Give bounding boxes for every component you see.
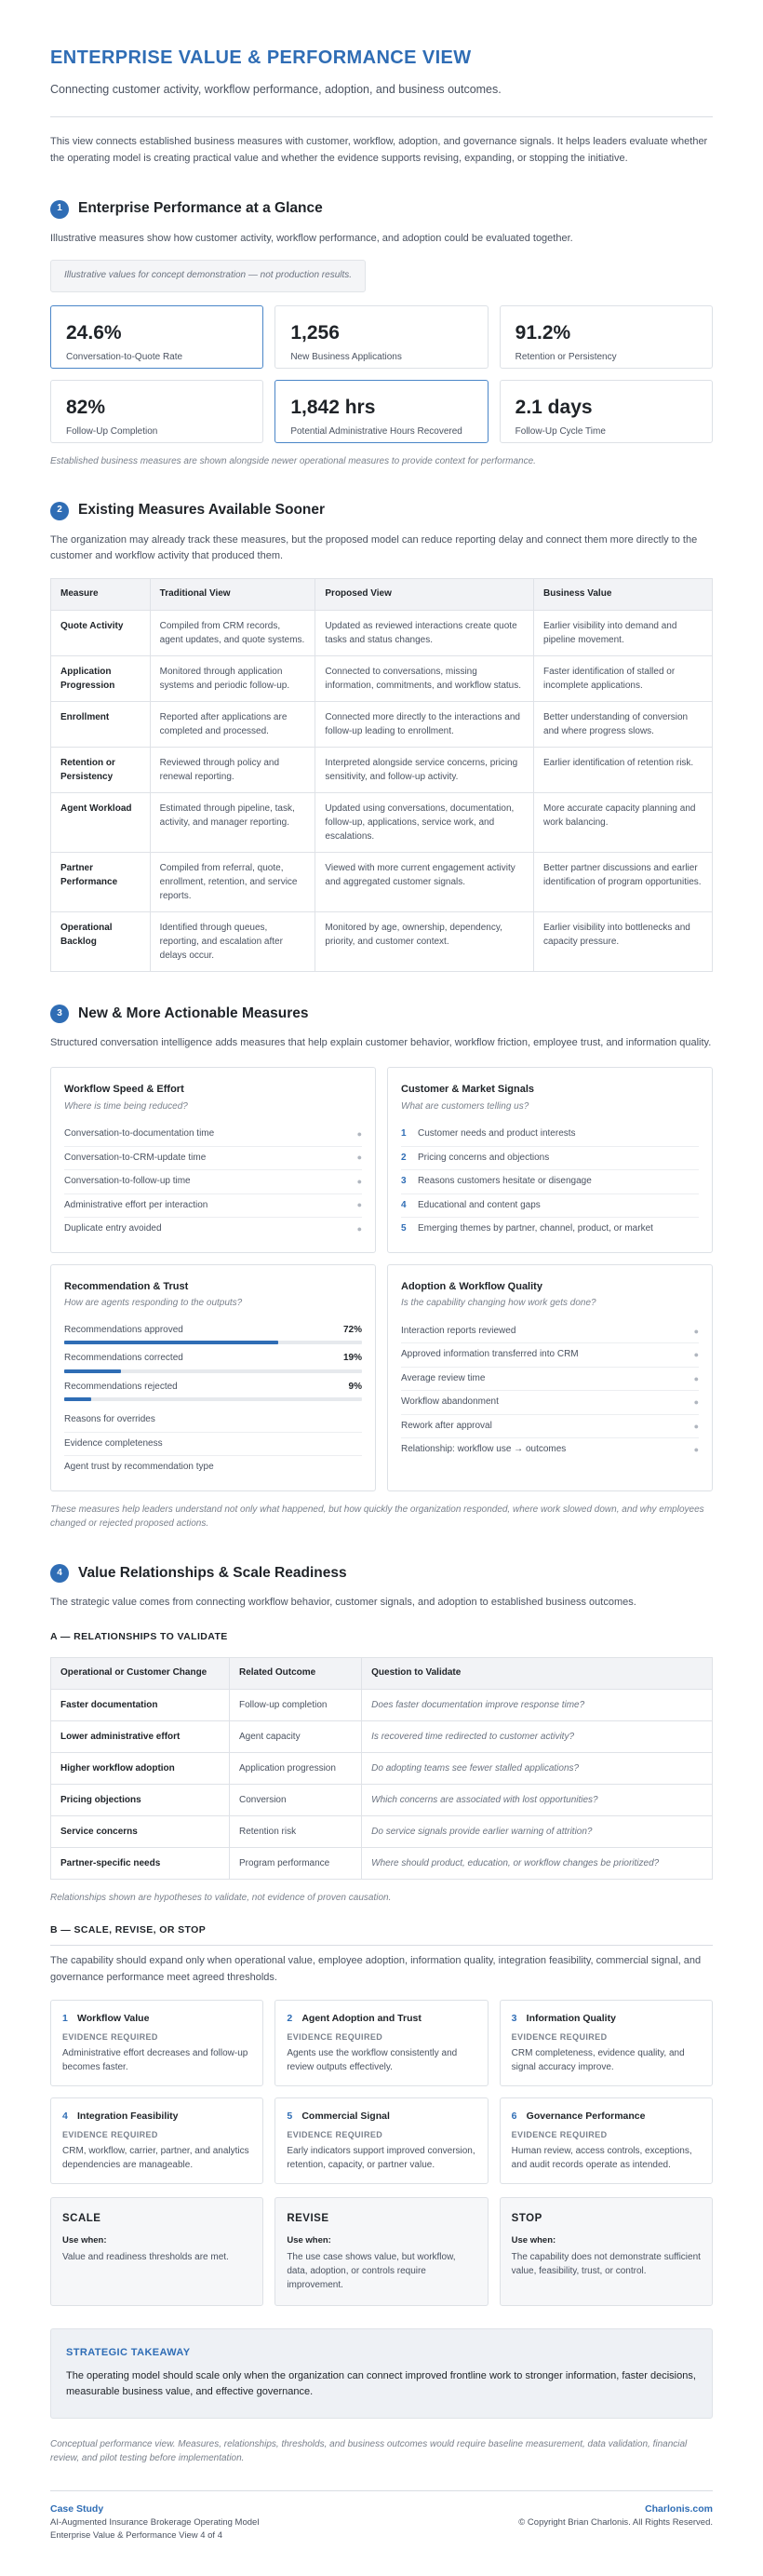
gate-text: Administrative effort decreases and follow-up becomes faster. (62, 2047, 248, 2072)
card-title: Customer & Market Signals (401, 1083, 535, 1095)
column-header: Traditional View (150, 579, 315, 611)
page-title: ENTERPRISE VALUE & PERFORMANCE VIEW (50, 47, 472, 68)
progress-track (64, 1397, 362, 1401)
table-cell: Retention risk (229, 1815, 361, 1847)
list-item-label: Rework after approval (401, 1420, 492, 1431)
table-cell: Is recovered time redirected to customer activity? (362, 1720, 713, 1752)
metric-card (274, 305, 488, 369)
part-b-description: The capability should expand only when operational value, employee adoption, information quality, integration feasibility, commercial signal, and governance performance meet agreed thresholds. (50, 1955, 702, 1984)
progress-label: Recommendations corrected (64, 1353, 183, 1364)
gate-title: Agent Adoption and Trust (301, 2012, 422, 2024)
divider (50, 116, 713, 117)
section-title: Enterprise Performance at a Glance (78, 200, 323, 217)
metric-card (50, 305, 263, 369)
use-when-label: Use when: (62, 2234, 107, 2246)
table-cell: Earlier visibility into demand and pipeline movement. (534, 610, 713, 655)
decision-text: The use case shows value, but workflow, data, adoption, or controls require improvement. (287, 2251, 456, 2290)
table-row (51, 747, 713, 792)
decision-card (50, 2197, 263, 2305)
evidence-label: EVIDENCE REQUIRED (287, 2130, 383, 2140)
evidence-label: EVIDENCE REQUIRED (287, 2031, 383, 2042)
evidence-label: EVIDENCE REQUIRED (511, 2031, 608, 2042)
gate-text: Agents use the workflow consistently and review outputs effectively. (287, 2047, 458, 2072)
table-cell: Program performance (229, 1847, 361, 1879)
table-row (51, 792, 713, 852)
list-item (64, 1170, 362, 1194)
metric-card (500, 305, 713, 369)
table-cell: Connected to conversations, missing information, commitments, and workflow status. (315, 655, 534, 701)
section-description: The strategic value comes from connecting workflow behavior, customer signals, and adoption to established business outcomes. (50, 1597, 636, 1609)
list-item-number: 1 (401, 1128, 407, 1140)
footer-label: Case Study (50, 2502, 104, 2515)
metric-label: New Business Applications (290, 352, 402, 363)
evidence-gate-card (274, 2000, 488, 2086)
list-item (64, 1433, 362, 1457)
list-item (64, 1218, 362, 1241)
list-item-number: 2 (401, 1152, 407, 1163)
table-cell: Monitored by age, ownership, dependency, priority, and customer context. (315, 911, 534, 971)
gate-number: 3 (511, 2012, 517, 2024)
table-cell: Do service signals provide earlier warning of attrition? (362, 1815, 713, 1847)
metric-value: 1,842 hrs (290, 396, 376, 418)
market-signals-card (387, 1067, 713, 1253)
table-row (51, 1784, 713, 1815)
table-cell: Partner Performance (51, 852, 151, 911)
gate-number: 5 (287, 2110, 293, 2122)
metric-card (500, 380, 713, 443)
part-a-heading: A — RELATIONSHIPS TO VALIDATE (50, 1631, 228, 1643)
table-row (51, 911, 713, 971)
section-number: 1 (50, 200, 69, 219)
table-cell: Updated as reviewed interactions create quote tasks and status changes. (315, 610, 534, 655)
table-cell: Faster documentation (51, 1689, 230, 1720)
list-item-label: Duplicate entry avoided (64, 1223, 162, 1234)
list-item (64, 1194, 362, 1219)
gate-number: 4 (62, 2110, 68, 2122)
table-cell: Monitored through application systems and periodic follow-up. (150, 655, 315, 701)
section-caption: These measures help leaders understand not only what happened, but how quickly the organization responded, where work slowed down, and why employees changed or rejected proposed actions. (50, 1504, 704, 1530)
progress-fill (64, 1397, 91, 1401)
gate-title: Information Quality (526, 2012, 616, 2024)
table-cell: Application Progression (51, 655, 151, 701)
list-item (401, 1438, 699, 1462)
footer-line: AI-Augmented Insurance Brokerage Operating Model (50, 2516, 260, 2528)
table-cell: More accurate capacity planning and work balancing. (534, 792, 713, 852)
section-description: Illustrative measures show how customer activity, workflow performance, and adoption could be evaluated together. (50, 232, 573, 244)
table-cell: Viewed with more current engagement activity and aggregated customer signals. (315, 852, 534, 911)
list-item-label: Workflow abandonment (401, 1396, 499, 1408)
table-cell: Reported after applications are completed and processed. (150, 701, 315, 747)
section-number: 3 (50, 1005, 69, 1023)
progress-header (64, 1352, 362, 1366)
progress-track (64, 1341, 362, 1344)
card-subtitle: Where is time being reduced? (64, 1100, 188, 1112)
recommendation-trust-card (50, 1264, 376, 1491)
table-row (51, 852, 713, 911)
gate-number: 1 (62, 2012, 68, 2024)
metric-card (50, 380, 263, 443)
takeaway-text: The operating model should scale only when the organization can connect improved frontline work to stronger information, faster decisions, measurable business value, and effective governance. (66, 2369, 696, 2398)
table-row (51, 1847, 713, 1879)
gate-number: 6 (511, 2110, 517, 2122)
progress-label: Recommendations approved (64, 1324, 183, 1335)
table-cell: Higher workflow adoption (51, 1752, 230, 1784)
section-title: New & More Actionable Measures (78, 1005, 309, 1021)
list-item-label: Reasons customers hesitate or disengage (418, 1176, 592, 1187)
table-cell: Better partner discussions and earlier identification of program opportunities. (534, 852, 713, 911)
decision-title: STOP (511, 2213, 542, 2225)
decision-title: REVISE (287, 2213, 329, 2225)
card-title: Recommendation & Trust (64, 1280, 189, 1292)
metric-value: 1,256 (290, 321, 340, 344)
progress-fill (64, 1369, 121, 1373)
table-cell: Faster identification of stalled or incomplete applications. (534, 655, 713, 701)
table-cell: Partner-specific needs (51, 1847, 230, 1879)
bullet-icon: ● (356, 1153, 362, 1163)
list-item-label: Customer needs and product interests (418, 1128, 576, 1140)
section-number: 2 (50, 502, 69, 520)
table-cell: Agent capacity (229, 1720, 361, 1752)
list-item-label: Conversation-to-follow-up time (64, 1176, 191, 1187)
list-item-label: Conversation-to-documentation time (64, 1128, 215, 1140)
card-title: Adoption & Workflow Quality (401, 1280, 542, 1292)
list-item (401, 1415, 699, 1439)
bullet-icon: ● (693, 1326, 699, 1336)
list-item (401, 1123, 699, 1147)
bullet-icon: ● (356, 1200, 362, 1210)
relationships-table (50, 1657, 713, 1880)
list-item (64, 1147, 362, 1171)
metric-label: Retention or Persistency (515, 352, 617, 363)
progress-row (64, 1348, 362, 1377)
table-row (51, 1720, 713, 1752)
column-header: Measure (51, 579, 151, 611)
list-item-label: Emerging themes by partner, channel, product, or market (418, 1223, 653, 1234)
list-item (64, 1456, 362, 1479)
list-item-label: Average review time (401, 1372, 486, 1383)
metric-label: Conversation-to-Quote Rate (66, 352, 183, 363)
table-cell: Operational Backlog (51, 911, 151, 971)
table-cell: Application progression (229, 1752, 361, 1784)
evidence-gate-card (500, 2000, 713, 2086)
evidence-gate-card (50, 2000, 263, 2086)
measures-cards (50, 1067, 713, 1491)
list-item (64, 1409, 362, 1433)
table-cell: Compiled from referral, quote, enrollment, retention, and service reports. (150, 852, 315, 911)
footer (50, 2490, 713, 2542)
card-subtitle: Is the capability changing how work gets done? (401, 1298, 596, 1309)
table-cell: Reviewed through policy and renewal reporting. (150, 747, 315, 792)
progress-percent: 19% (342, 1353, 362, 1364)
progress-percent: 72% (342, 1324, 362, 1335)
table-cell: Compiled from CRM records, agent updates, and quote systems. (150, 610, 315, 655)
list-item-label: Educational and content gaps (418, 1199, 541, 1210)
evidence-label: EVIDENCE REQUIRED (511, 2130, 608, 2140)
metric-value: 91.2% (515, 321, 571, 344)
list-item-label: Reasons for overrides (64, 1414, 155, 1425)
column-header: Operational or Customer Change (51, 1658, 230, 1690)
progress-row (64, 1377, 362, 1406)
table-row (51, 1752, 713, 1784)
card-subtitle: How are agents responding to the outputs? (64, 1298, 243, 1309)
gate-header (287, 2012, 475, 2026)
list-item (401, 1320, 699, 1344)
column-header: Related Outcome (229, 1658, 361, 1690)
section-title: Existing Measures Available Sooner (78, 502, 326, 519)
list-item (401, 1343, 699, 1368)
list-item-label: Administrative effort per interaction (64, 1199, 208, 1210)
adoption-quality-card (387, 1264, 713, 1491)
table-cell: Do adopting teams see fewer stalled applications? (362, 1752, 713, 1784)
table-cell: Connected more directly to the interactions and follow-up leading to enrollment. (315, 701, 534, 747)
illustrative-note: Illustrative values for concept demonstration — not production results. (50, 260, 366, 292)
table-cell: Lower administrative effort (51, 1720, 230, 1752)
gate-title: Commercial Signal (301, 2110, 390, 2122)
list-item-number: 4 (401, 1199, 407, 1210)
evidence-gates (50, 2000, 713, 2185)
metrics-grid (50, 305, 713, 443)
progress-label: Recommendations rejected (64, 1381, 178, 1392)
section-description: The organization may already track these measures, but the proposed model can reduce reporting delay and connect them more directly to the customer and workflow activity that produced them. (50, 533, 698, 562)
section-number: 4 (50, 1564, 69, 1583)
strategic-takeaway (50, 2328, 713, 2419)
bullet-icon: ● (693, 1445, 699, 1455)
column-header: Business Value (534, 579, 713, 611)
list-item (64, 1123, 362, 1147)
decision-card (500, 2197, 713, 2305)
table-cell: Estimated through pipeline, task, activity, and manager reporting. (150, 792, 315, 852)
evidence-gate-card (274, 2097, 488, 2184)
divider (50, 1945, 713, 1946)
workflow-speed-card (50, 1067, 376, 1253)
gate-text: Human review, access controls, exceptions, and audit records operate as intended. (511, 2146, 692, 2171)
section-3-header (50, 1004, 713, 1024)
page-subtitle: Connecting customer activity, workflow performance, adoption, and business outcomes. (50, 83, 502, 96)
decision-text: The capability does not demonstrate sufficient value, feasibility, trust, or control. (511, 2251, 701, 2276)
gate-number: 2 (287, 2012, 293, 2024)
list-item (401, 1170, 699, 1194)
evidence-gate-card (500, 2097, 713, 2184)
bullet-icon: ● (356, 1176, 362, 1186)
table-cell: Earlier visibility into bottlenecks and capacity pressure. (534, 911, 713, 971)
progress-row (64, 1320, 362, 1349)
table-cell: Conversion (229, 1784, 361, 1815)
column-header: Proposed View (315, 579, 534, 611)
metric-value: 24.6% (66, 321, 122, 344)
gate-text: CRM completeness, evidence quality, and signal accuracy improve. (511, 2047, 685, 2072)
list-item-label: Pricing concerns and objections (418, 1152, 550, 1163)
table-row (51, 701, 713, 747)
gate-header (287, 2110, 475, 2124)
footer-copyright: © Copyright Brian Charlonis. All Rights Reserved. (518, 2516, 713, 2528)
list-item (401, 1194, 699, 1219)
gate-title: Workflow Value (77, 2012, 150, 2024)
bullet-icon: ● (693, 1373, 699, 1383)
use-when-label: Use when: (511, 2234, 556, 2246)
footer-line: Enterprise Value & Performance View 4 of 4 (50, 2529, 222, 2541)
section-caption: Established business measures are shown alongside newer operational measures to provide context for performance. (50, 455, 536, 466)
progress-track (64, 1369, 362, 1373)
gate-title: Governance Performance (526, 2110, 646, 2122)
progress-header (64, 1324, 362, 1338)
list-item-label: Interaction reports reviewed (401, 1325, 516, 1336)
decision-cards (50, 2197, 713, 2305)
table-header-row (51, 1658, 713, 1690)
table-row (51, 1815, 713, 1847)
takeaway-heading: STRATEGIC TAKEAWAY (66, 2346, 191, 2358)
table-cell: Agent Workload (51, 792, 151, 852)
intro-text: This view connects established business measures with customer, workflow, adoption, and governance signals. It helps leaders evaluate whether the operating model is creating practical value and whether the evidence supports revising, expanding, or stopping the initiative. (50, 136, 708, 164)
table-cell: Identified through queues, reporting, and escalation after delays occur. (150, 911, 315, 971)
list-item-label: Evidence completeness (64, 1437, 163, 1449)
progress-fill (64, 1341, 278, 1344)
table-cell: Better understanding of conversion and where progress slows. (534, 701, 713, 747)
decision-text: Value and readiness thresholds are met. (62, 2251, 229, 2262)
metric-label: Follow-Up Completion (66, 426, 158, 438)
list-item (401, 1391, 699, 1415)
bullet-icon: ● (693, 1397, 699, 1408)
gate-header (512, 2110, 701, 2124)
table-cell: Service concerns (51, 1815, 230, 1847)
list-item-number: 3 (401, 1176, 407, 1187)
footer-site-link[interactable]: Charlonis.com (645, 2502, 713, 2515)
list-item-label: Relationship: workflow use → outcomes (401, 1444, 567, 1455)
measures-table (50, 578, 713, 972)
table-cell: Where should product, education, or workflow changes be prioritized? (362, 1847, 713, 1879)
metric-value: 2.1 days (515, 396, 593, 418)
table-cell: Does faster documentation improve response time? (362, 1689, 713, 1720)
evidence-label: EVIDENCE REQUIRED (62, 2031, 158, 2042)
evidence-gate-card (50, 2097, 263, 2184)
section-2-header (50, 500, 713, 520)
table-row (51, 655, 713, 701)
table-row (51, 610, 713, 655)
list-item (401, 1218, 699, 1241)
list-item-label: Approved information transferred into CRM (401, 1349, 579, 1360)
table-cell: Interpreted alongside service concerns, pricing sensitivity, and follow-up activity. (315, 747, 534, 792)
bullet-icon: ● (693, 1350, 699, 1360)
table-cell: Retention or Persistency (51, 747, 151, 792)
table-cell: Quote Activity (51, 610, 151, 655)
table-cell: Which concerns are associated with lost opportunities? (362, 1784, 713, 1815)
list-item (401, 1368, 699, 1392)
section-1-header (50, 198, 713, 219)
list-item-label: Conversation-to-CRM-update time (64, 1152, 207, 1163)
table-cell: Follow-up completion (229, 1689, 361, 1720)
card-title: Workflow Speed & Effort (64, 1083, 184, 1095)
table-header-row (51, 579, 713, 611)
list-item-label: Agent trust by recommendation type (64, 1462, 214, 1473)
progress-percent: 9% (348, 1381, 362, 1392)
table-cell: Updated using conversations, documentation, follow-up, applications, service work, and escalations. (315, 792, 534, 852)
list-item-number: 5 (401, 1223, 407, 1234)
table-row (51, 1689, 713, 1720)
table-cell: Pricing objections (51, 1784, 230, 1815)
section-title: Value Relationships & Scale Readiness (78, 1564, 347, 1581)
metric-label: Follow-Up Cycle Time (515, 426, 606, 438)
section-description: Structured conversation intelligence adds measures that help explain customer behavior, workflow friction, employee trust, and information quality. (50, 1037, 712, 1048)
gate-text: Early indicators support improved conversion, retention, capacity, or partner value. (287, 2146, 475, 2171)
table-cell: Earlier identification of retention risk. (534, 747, 713, 792)
bullet-icon: ● (693, 1421, 699, 1431)
gate-title: Integration Feasibility (77, 2110, 179, 2122)
bullet-icon: ● (356, 1128, 362, 1139)
metric-card (274, 380, 488, 443)
gate-header (62, 2110, 251, 2124)
gate-header (512, 2012, 701, 2026)
column-header: Question to Validate (362, 1658, 713, 1690)
evidence-label: EVIDENCE REQUIRED (62, 2130, 158, 2140)
decision-title: SCALE (62, 2213, 101, 2225)
card-subtitle: What are customers telling us? (401, 1100, 529, 1112)
part-b-heading: B — SCALE, REVISE, OR STOP (50, 1924, 207, 1936)
table-caption: Relationships shown are hypotheses to validate, not evidence of proven causation. (50, 1892, 392, 1903)
metric-value: 82% (66, 396, 106, 418)
gate-text: CRM, workflow, carrier, partner, and analytics dependencies are manageable. (62, 2146, 249, 2171)
metric-label: Potential Administrative Hours Recovered (290, 426, 462, 438)
progress-header (64, 1381, 362, 1395)
decision-card (274, 2197, 488, 2305)
closing-note: Conceptual performance view. Measures, relationships, thresholds, and business outcomes would require baseline measurement, data validation, financial review, and pilot testing before implementation. (50, 2438, 688, 2464)
gate-header (62, 2012, 251, 2026)
use-when-label: Use when: (287, 2234, 331, 2246)
section-4-header (50, 1563, 713, 1584)
bullet-icon: ● (356, 1223, 362, 1234)
table-cell: Enrollment (51, 701, 151, 747)
list-item (401, 1147, 699, 1171)
